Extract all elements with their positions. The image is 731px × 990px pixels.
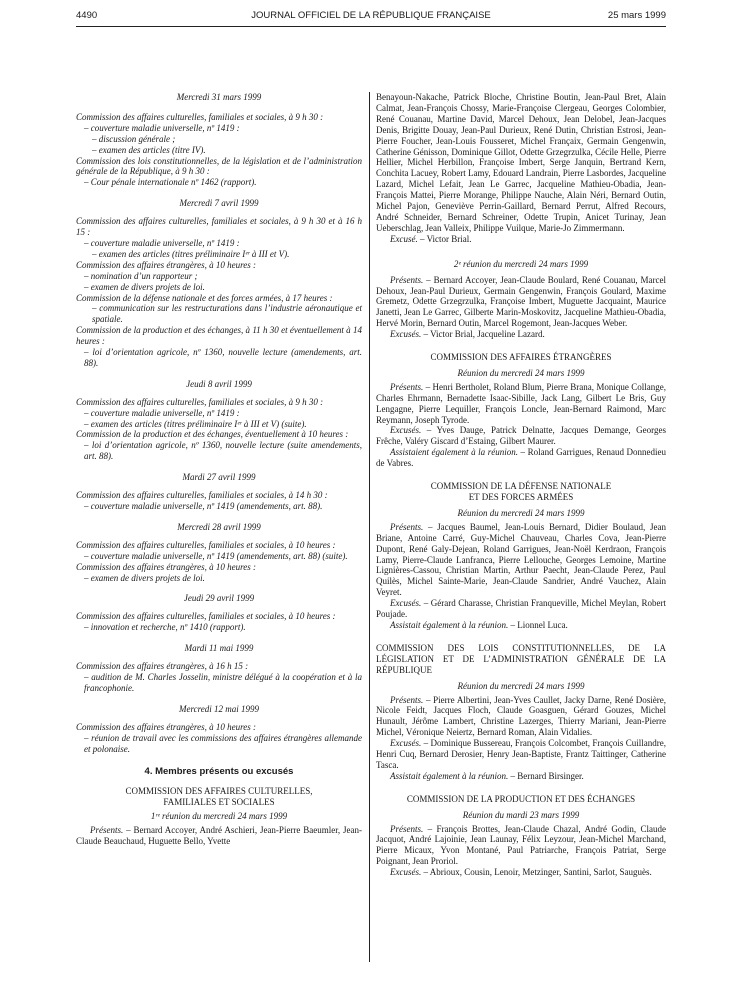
- presents-label: Présents.: [390, 381, 424, 392]
- date-heading: Jeudi 29 avril 1999: [183, 593, 255, 604]
- commission-entry: Commission de la production et des échanges, à 11 h 30 et éventuellement à 14 heures :: [76, 325, 362, 347]
- commission-title: COMMISSION DES LOIS CONSTITUTIONNELLES, DE LA LÉGISLATION ET DE L’ADMINISTRATION GÉNÉRALE DE LA RÉPUBLIQUE: [376, 642, 666, 675]
- date-heading: Mercredi 31 mars 1999: [176, 92, 262, 102]
- attendance-paragraph: [376, 598, 666, 620]
- commission-entry: Commission des affaires étrangères, à 10 heures :: [76, 561, 256, 572]
- commission-entry: Commission des affaires culturelles, familiales et sociales, à 10 heures :: [76, 539, 336, 550]
- agenda-item: – examen de divers projets de loi.: [84, 281, 205, 292]
- excuse-list: – Victor Brial.: [417, 233, 472, 244]
- agenda-item: – examen des articles (titres préliminaire Iᵉʳ à III et V) (suite).: [84, 418, 307, 429]
- presents-list: – Jacques Baumel, Jean-Louis Bernard, Didier Boulaud, Jean Briane, Antoine Carré, Guy-Michel Chauveau, Charles Cova, Jean-Pierre Dupont, René Galy-Dejean, Roland Garrigues, Jean-Noël Kerdraon, François Lamy, Pierre-Claude Lanfranca, Pierre Lellouche, Georges Lemoine, Martine Lignières-Cassou, Christian Martin, Arthur Paecht, Jean-Claude Perez, Paul Quilès, Michel Sainte-Marie, Jean-Claude Sandrier, André Vauchez, Alain Veyret.: [376, 521, 666, 598]
- header-rule: [76, 26, 666, 27]
- reunion-heading: 2ᵉ réunion du mercredi 24 mars 1999: [453, 258, 589, 269]
- attendance-paragraph: [376, 867, 666, 878]
- excuses-label: Excusés.: [390, 329, 422, 340]
- assist-label: Assistait également à la réunion.: [390, 770, 509, 781]
- agenda-item: – examen des articles (titres préliminaire Iᵉʳ à III et V).: [92, 248, 290, 259]
- presents-label: Présents.: [390, 521, 424, 532]
- agenda-item: – couverture maladie universelle, nº 1419 (amendements, art. 88).: [84, 501, 323, 511]
- attendance-paragraph: [376, 329, 666, 340]
- agenda-item: – couverture maladie universelle, nº 1419 :: [84, 122, 240, 133]
- agenda-item: – couverture maladie universelle, nº 1419 (amendements, art. 88) (suite).: [84, 550, 348, 561]
- excuses-list: – Abrioux, Cousin, Lenoir, Metzinger, Santini, Sarlot, Sauguès.: [421, 867, 652, 878]
- commission-title: COMMISSION DE LA PRODUCTION ET DES ÉCHANGES: [406, 793, 636, 804]
- presents-label: Présents.: [390, 274, 424, 285]
- excuses-label: Excusés.: [390, 425, 422, 436]
- agenda-item: – examen de divers projets de loi.: [84, 572, 205, 583]
- commission-title: COMMISSION DES AFFAIRES ÉTRANGÈRES: [430, 352, 612, 363]
- left-column: [76, 92, 362, 847]
- reunion-heading: 1ʳᵉ réunion du mercredi 24 mars 1999: [150, 811, 288, 822]
- attendance-paragraph: [376, 824, 666, 868]
- excuses-list: – Gérard Charasse, Christian Franqueville, Michel Meylan, Robert Poujade.: [376, 598, 666, 620]
- attendance-paragraph: [376, 695, 666, 739]
- issue-date: 25 mars 1999: [607, 10, 666, 21]
- excuses-label: Excusés.: [390, 598, 422, 609]
- agenda-item: – audition de M. Charles Josselin, ministre délégué à la coopération et à la francophonie.: [84, 671, 362, 693]
- assist-label: Assistaient également à la réunion.: [390, 447, 518, 458]
- attendance-paragraph: [376, 738, 666, 771]
- commission-title: ET DES FORCES ARMÉES: [468, 492, 574, 502]
- agenda-item: – nomination d’un rapporteur ;: [84, 270, 198, 281]
- commission-entry: Commission des affaires culturelles, familiales et sociales, à 9 h 30 :: [76, 111, 324, 122]
- section-title: 4. Membres présents ou excusés: [144, 766, 294, 778]
- journal-title: JOURNAL OFFICIEL DE LA RÉPUBLIQUE FRANÇAISE: [251, 10, 491, 21]
- attendance-paragraph: [76, 825, 362, 847]
- commission-entry: Commission des affaires étrangères, à 10 heures :: [76, 259, 256, 270]
- agenda-item: – discussion générale ;: [92, 133, 176, 144]
- page-header: [76, 10, 666, 24]
- attendance-paragraph: [376, 382, 666, 426]
- commission-title: COMMISSION DES AFFAIRES CULTURELLES,: [125, 786, 313, 797]
- agenda-item: – réunion de travail avec les commissions des affaires étrangères allemande et polonaise.: [84, 732, 362, 754]
- agenda-item: – examen des articles (titre IV).: [92, 144, 206, 155]
- reunion-heading: Réunion du mardi 23 mars 1999: [462, 809, 580, 820]
- date-heading: Mardi 27 avril 1999: [182, 472, 256, 483]
- attendance-paragraph: [376, 234, 666, 245]
- presents-list: – François Brottes, Jean-Claude Chazal, André Godin, Claude Jacquot, André Lajoinie, Jean Launay, Félix Leyzour, Jean-Michel Marchand, Pierre Micaux, Yvon Montané, Paul Patriarche, François Patriat, Serge Poignant, Jean Proriol.: [376, 823, 666, 867]
- commission-title: COMMISSION DE LA DÉFENSE NATIONALE: [430, 481, 612, 492]
- attendance-paragraph: [376, 275, 666, 330]
- agenda-item: – couverture maladie universelle, nº 1419 :: [84, 237, 240, 248]
- attendance-paragraph: [376, 425, 666, 447]
- date-heading: Mardi 11 mai 1999: [184, 643, 254, 654]
- assist-list: – Bernard Birsinger.: [508, 770, 584, 781]
- date-heading: Mercredi 28 avril 1999: [177, 521, 261, 532]
- commission-entry: Commission des affaires culturelles, familiales et sociales, à 9 h 30 et à 16 h 15 :: [76, 216, 362, 238]
- reunion-heading: Réunion du mercredi 24 mars 1999: [457, 367, 585, 378]
- agenda-item: – couverture maladie universelle, nº 1419 :: [84, 407, 240, 418]
- presents-label: Présents.: [390, 823, 424, 834]
- presents-list: – Pierre Albertini, Jean-Yves Caullet, Jacky Darne, René Dosière, Nicole Feidt, Jacques Floch, Claude Goasguen, Gérard Gouzes, Michel Hunault, Jérôme Lambert, Christine Lazerges, Thierry Mariani, Jean-Pierre Michel, Véronique Neiertz, Bernard Roman, Alain Vidalies.: [376, 694, 666, 738]
- attendance-paragraph: Benayoun-Nakache, Patrick Bloche, Christine Boutin, Jean-Paul Bret, Alain Calmat, Jean-François Chossy, Marie-Françoise Clergeau, Georges Colombier, René Couanau, Martine David, Marcel Dehoux, Jean Delobel, Jean-Jacques Denis, Brigitte Douay, Jean-Paul Durieux, René Dutin, Christian Estrosi, Jean-Pierre Foucher, Jean-Louis Fousseret, Michel Françaix, Germain Gengenwin, Catherine Génisson, Dominique Gillot, Odette Grzegrzulka, Cécile Helle, Pierre Hellier, Michel Herbillon, Françoise Imbert, Serge Janquin, Bertrand Kern, Conchita Lacuey, Robert Lamy, Edouard Landrain, Pierre Lasbordes, Jacqueline Lazard, Michel Lefait, Jean Le Garrec, Jacqueline Mathieu-Obadia, Jean-François Mattei, Pierre Morange, Philippe Nauche, Alain Néri, Bernard Outin, Michel Pajon, Geneviève Perrin-Gaillard, Bernard Perrut, Alfred Recours, André Schneider, Bernard Schreiner, Odette Trupin, Anicet Turinay, Jean Ueberschlag, Jean Valleix, Philippe Vuilque, Marie-Jo Zimmermann.: [376, 92, 666, 233]
- presents-list: – Bernard Accoyer, André Aschieri, Jean-Pierre Baeumler, Jean-Claude Beauchaud, Huguette Bello, Yvette: [76, 825, 362, 846]
- presents-list: – Henri Bertholet, Roland Blum, Pierre Brana, Monique Collange, Charles Ehrmann, Bernadette Isaac-Sibille, Jack Lang, Gilbert Le Bris, Guy Lengagne, Pierre Lequiller, François Loncle, Jean-Bernard Raimond, Marc Reymann, Joseph Tyrode.: [376, 381, 666, 425]
- agenda-item: – Cour pénale internationale nº 1462 (rapport).: [84, 177, 257, 188]
- excuse-label: Excusé.: [390, 233, 418, 244]
- commission-entry: Commission de la production et des échanges, éventuellement à 10 heures :: [76, 429, 349, 440]
- commission-title: FAMILIALES ET SOCIALES: [163, 797, 275, 808]
- commission-entry: Commission des affaires culturelles, familiales et sociales, à 10 heures :: [76, 611, 336, 622]
- column-divider: [369, 92, 370, 962]
- assist-list: – Roland Garrigues, Renaud Donnedieu de Vabres.: [376, 447, 667, 469]
- agenda-item: – communication sur les restructurations dans l’industrie aéronautique et spatiale.: [92, 303, 362, 325]
- agenda-item: – loi d’orientation agricole, nº 1360, nouvelle lecture (suite amendements, art. 88).: [84, 440, 362, 462]
- excuses-label: Excusés.: [390, 738, 422, 749]
- commission-entry: Commission des affaires étrangères, à 10 heures :: [76, 721, 256, 732]
- date-heading: Mercredi 7 avril 1999: [179, 198, 259, 209]
- agenda-item: – loi d’orientation agricole, nº 1360, nouvelle lecture (amendements, art. 88).: [84, 347, 362, 368]
- page-number: 4490: [76, 10, 98, 21]
- attendance-paragraph: [376, 447, 666, 469]
- date-heading: Jeudi 8 avril 1999: [186, 378, 252, 389]
- attendance-paragraph: [376, 771, 666, 782]
- attendance-paragraph: [376, 620, 666, 631]
- commission-entry: Commission des lois constitutionnelles, de la législation et de l’administration générale de la République, à 9 h 30 :: [76, 155, 362, 177]
- commission-entry: Commission de la défense nationale et des forces armées, à 17 heures :: [76, 292, 333, 303]
- reunion-heading: Réunion du mercredi 24 mars 1999: [457, 680, 585, 691]
- assist-label: Assistait également à la réunion.: [390, 619, 509, 630]
- reunion-heading: Réunion du mercredi 24 mars 1999: [457, 507, 585, 518]
- assist-list: – Lionnel Luca.: [508, 619, 568, 630]
- excuses-list: – Dominique Bussereau, François Colcombet, François Cuillandre, Henri Cuq, Bernard Derosier, Henry Jean-Baptiste, Frantz Taittinger, Catherine Tasca.: [376, 738, 666, 770]
- excuses-list: – Yves Dauge, Patrick Delnatte, Jacques Demange, Georges Frêche, Valéry Giscard d’Estaing, Gilbert Maurer.: [376, 425, 666, 447]
- excuses-label: Excusés.: [390, 867, 422, 878]
- commission-entry: Commission des affaires culturelles, familiales et sociales, à 14 h 30 :: [76, 490, 328, 501]
- presents-label: Présents.: [390, 694, 424, 705]
- presents-list: – Bernard Accoyer, Jean-Claude Boulard, René Couanau, Marcel Dehoux, Jean-Paul Durieux, Germain Gengenwin, François Goulard, Maxime Gremetz, Odette Grzegrzulka, Françoise Imbert, Muguette Jacquaint, Maurice Janetti, Jean Le Garrec, Gilberte Marin-Moskovitz, Jacqueline Mathieu-Obadia, Hervé Morin, Bernard Outin, Marcel Rogemont, Jean-Jacques Weber.: [376, 274, 666, 329]
- right-column: [376, 92, 666, 878]
- date-heading: Mercredi 12 mai 1999: [178, 703, 260, 714]
- commission-entry: Commission des affaires culturelles, familiales et sociales, à 9 h 30 :: [76, 396, 324, 407]
- presents-label: Présents.: [90, 825, 124, 836]
- excuses-list: – Victor Brial, Jacqueline Lazard.: [421, 329, 545, 340]
- agenda-item: – innovation et recherche, nº 1410 (rapport).: [84, 622, 246, 633]
- attendance-paragraph: [376, 522, 666, 598]
- commission-entry: Commission des affaires étrangères, à 16 h 15 :: [76, 661, 249, 672]
